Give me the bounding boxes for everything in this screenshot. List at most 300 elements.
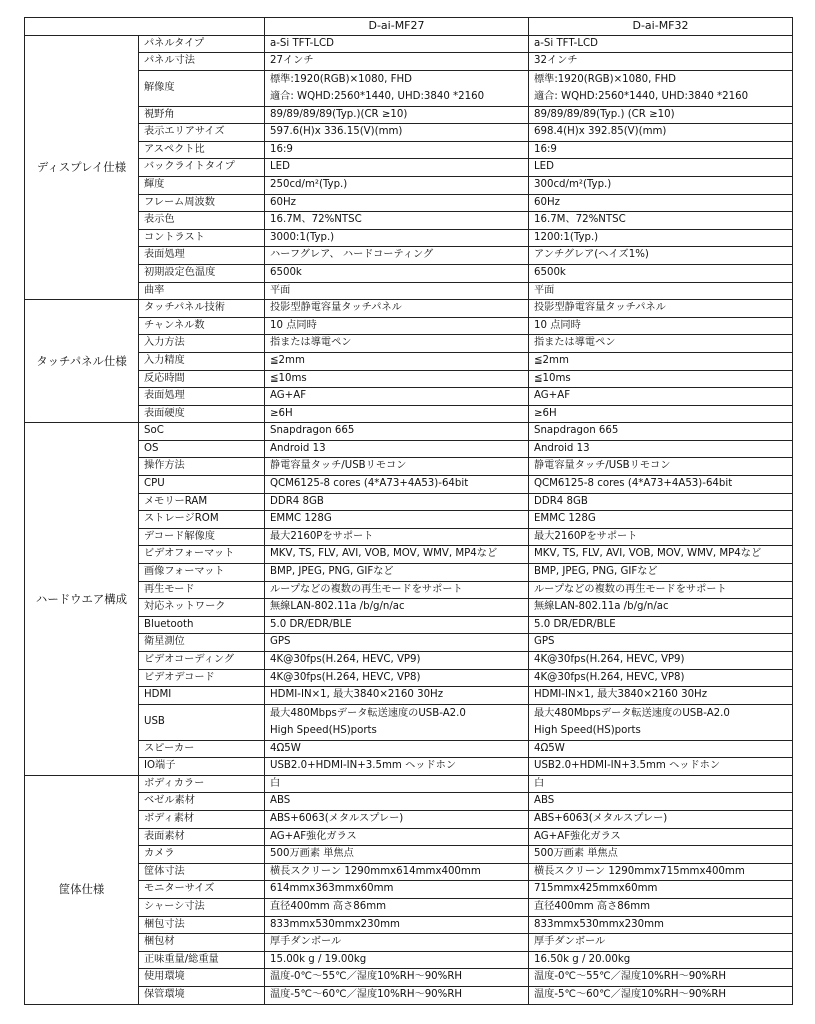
model-b-value — [529, 124, 793, 142]
spec-label: コントラスト — [139, 229, 265, 247]
value-line: 250cd/m²(Typ.) — [270, 178, 348, 190]
spec-label: 表面処理 — [139, 247, 265, 265]
value-line: USB2.0+HDMI-IN+3.5mm ヘッドホン — [534, 760, 721, 772]
spec-row — [25, 405, 793, 423]
spec-label: IO端子 — [139, 758, 265, 776]
value-line: 500万画素 単焦点 — [534, 848, 618, 860]
value-line: ループなどの複数の再生モードをサポート — [534, 583, 727, 595]
value-line: 16.7M、72%NTSC — [534, 214, 626, 226]
spec-label: 操作方法 — [139, 458, 265, 476]
spec-row — [25, 881, 793, 899]
section-category: ハードウエア構成 — [25, 423, 139, 776]
model-b-value — [529, 934, 793, 952]
value-line: Snapdragon 665 — [534, 425, 619, 437]
model-b-value — [529, 300, 793, 318]
model-a-value — [265, 969, 529, 987]
model-a-value — [265, 634, 529, 652]
spec-label: 視野角 — [139, 106, 265, 124]
spec-row — [25, 247, 793, 265]
spec-table-body — [25, 18, 793, 1005]
value-line: 無線LAN-802.11a /b/g/n/ac — [270, 601, 405, 613]
spec-label: SoC — [139, 423, 265, 441]
spec-label: OS — [139, 440, 265, 458]
spec-row — [25, 264, 793, 282]
spec-label: 対応ネットワーク — [139, 599, 265, 617]
model-b-value — [529, 141, 793, 159]
model-a-value — [265, 652, 529, 670]
spec-row — [25, 916, 793, 934]
model-b-value — [529, 846, 793, 864]
spec-row — [25, 476, 793, 494]
value-line: ≥6H — [270, 407, 293, 419]
value-line: 温度-5℃～60℃／湿度10%RH～90%RH — [270, 988, 463, 1000]
value-line: ハーフグレア、 ハードコーティング — [270, 249, 434, 261]
model-a-value — [265, 564, 529, 582]
value-line: GPS — [534, 636, 555, 648]
spec-label: HDMI — [139, 687, 265, 705]
model-a-value — [265, 212, 529, 230]
model-a-value — [265, 247, 529, 265]
model-a-value — [265, 405, 529, 423]
model-b-value — [529, 758, 793, 776]
spec-row — [25, 423, 793, 441]
spec-label: 曲率 — [139, 282, 265, 300]
value-line: 6500k — [534, 266, 566, 278]
spec-row — [25, 194, 793, 212]
value-line: 16:9 — [270, 143, 293, 155]
model-a-value — [265, 53, 529, 71]
model-a-value — [265, 70, 529, 106]
model-b-value — [529, 863, 793, 881]
spec-row — [25, 793, 793, 811]
value-line: 適合: WQHD:2560*1440, UHD:3840 *2160 — [270, 91, 485, 103]
model-a-value — [265, 282, 529, 300]
spec-label: 反応時間 — [139, 370, 265, 388]
value-line: 白 — [270, 777, 281, 789]
value-line: 4K@30fps(H.264, HEVC, VP8) — [270, 671, 421, 683]
value-line: 6500k — [270, 266, 302, 278]
value-line: 833mmx530mmx230mm — [270, 918, 400, 930]
spec-row — [25, 388, 793, 406]
model-a-value — [265, 916, 529, 934]
value-line: 5.0 DR/EDR/BLE — [270, 618, 352, 630]
value-line: AG+AF — [270, 390, 307, 402]
model-b-value — [529, 53, 793, 71]
value-line: 16.7M、72%NTSC — [270, 214, 362, 226]
model-a-value — [265, 775, 529, 793]
value-line: QCM6125-8 cores (4*A73+4A53)-64bit — [534, 478, 733, 490]
spec-label: ボディ素材 — [139, 810, 265, 828]
spec-label: パネルタイプ — [139, 35, 265, 53]
model-b-value — [529, 493, 793, 511]
spec-label: デコード解像度 — [139, 528, 265, 546]
spec-label: Bluetooth — [139, 616, 265, 634]
model-b-value — [529, 916, 793, 934]
model-a-header: D-ai-MF27 — [265, 18, 529, 36]
spec-label: 筐体寸法 — [139, 863, 265, 881]
model-a-value — [265, 528, 529, 546]
spec-label: 表示エリアサイズ — [139, 124, 265, 142]
model-a-value — [265, 599, 529, 617]
model-b-value — [529, 951, 793, 969]
value-line: 4K@30fps(H.264, HEVC, VP9) — [534, 654, 685, 665]
model-a-value — [265, 440, 529, 458]
value-line: EMMC 128G — [534, 513, 596, 525]
model-a-value — [265, 546, 529, 564]
model-b-value — [529, 106, 793, 124]
spec-row — [25, 846, 793, 864]
model-a-value — [265, 669, 529, 687]
value-line: 厚手ダンボール — [270, 936, 342, 948]
model-b-value — [529, 581, 793, 599]
spec-label: ボディカラー — [139, 775, 265, 793]
value-line: 白 — [534, 777, 545, 789]
model-a-value — [265, 758, 529, 776]
spec-label: カメラ — [139, 846, 265, 864]
value-line: 4K@30fps(H.264, HEVC, VP9) — [270, 654, 421, 665]
value-line: MKV, TS, FLV, AVI, VOB, MOV, WMV, MP4など — [534, 548, 762, 560]
model-b-value — [529, 652, 793, 670]
spec-row — [25, 898, 793, 916]
spec-label: 表面素材 — [139, 828, 265, 846]
spec-label: シャーシ寸法 — [139, 898, 265, 916]
model-a-value — [265, 300, 529, 318]
spec-row — [25, 986, 793, 1004]
header-row — [25, 18, 793, 36]
model-a-value — [265, 828, 529, 846]
value-line: DDR4 8GB — [534, 495, 588, 507]
value-line: 16:9 — [534, 143, 557, 155]
model-a-value — [265, 352, 529, 370]
model-b-value — [529, 634, 793, 652]
spec-label: 梱包寸法 — [139, 916, 265, 934]
spec-label: 再生モード — [139, 581, 265, 599]
spec-label: 使用環境 — [139, 969, 265, 987]
value-line: 89/89/89/89(Typ.)(CR ≥10) — [270, 108, 408, 120]
model-b-value — [529, 687, 793, 705]
value-line: High Speed(HS)ports — [534, 725, 641, 737]
spec-label: 輝度 — [139, 176, 265, 194]
model-b-value — [529, 793, 793, 811]
value-line: 4Ω5W — [270, 742, 301, 754]
model-b-value — [529, 352, 793, 370]
spec-row — [25, 828, 793, 846]
model-b-value — [529, 564, 793, 582]
model-a-value — [265, 986, 529, 1004]
spec-label: チャンネル数 — [139, 317, 265, 335]
spec-row — [25, 229, 793, 247]
model-a-value — [265, 229, 529, 247]
value-line: 4Ω5W — [534, 742, 565, 754]
value-line: HDMI-IN×1, 最大3840×2160 30Hz — [270, 689, 444, 701]
spec-label: アスペクト比 — [139, 141, 265, 159]
model-b-value — [529, 247, 793, 265]
value-line: ≥6H — [534, 407, 557, 419]
header-corner — [25, 18, 265, 36]
value-line: 最大2160Pをサポート — [270, 530, 374, 542]
value-line: 89/89/89/89(Typ.) (CR ≥10) — [534, 108, 675, 120]
value-line: 最大2160Pをサポート — [534, 530, 638, 542]
spec-row — [25, 124, 793, 142]
value-line: Android 13 — [534, 442, 590, 454]
value-line: 32インチ — [534, 55, 578, 67]
value-line: 横長スクリーン 1290mmx614mmx400mm — [270, 865, 481, 877]
value-line: ABS — [534, 795, 555, 807]
spec-label: パネル寸法 — [139, 53, 265, 71]
value-line: 15.00k g / 19.00kg — [270, 953, 367, 965]
spec-row — [25, 934, 793, 952]
model-b-value — [529, 229, 793, 247]
model-b-value — [529, 370, 793, 388]
value-line: Android 13 — [270, 442, 326, 454]
model-a-value — [265, 35, 529, 53]
model-b-value — [529, 599, 793, 617]
spec-label: メモリーRAM — [139, 493, 265, 511]
spec-label: 表面処理 — [139, 388, 265, 406]
model-a-value — [265, 881, 529, 899]
model-b-value — [529, 212, 793, 230]
model-b-value — [529, 669, 793, 687]
value-line: 833mmx530mmx230mm — [534, 918, 664, 930]
value-line: USB2.0+HDMI-IN+3.5mm ヘッドホン — [270, 760, 457, 772]
value-line: 60Hz — [534, 196, 560, 208]
value-line: 温度-0℃～55℃／湿度10%RH～90%RH — [534, 971, 727, 983]
value-line: 10 点同時 — [534, 319, 581, 331]
model-a-value — [265, 511, 529, 529]
model-b-value — [529, 70, 793, 106]
spec-label: フレーム周波数 — [139, 194, 265, 212]
spec-row — [25, 951, 793, 969]
spec-row — [25, 212, 793, 230]
value-line: 715mmx425mmx60mm — [534, 883, 658, 895]
model-a-value — [265, 335, 529, 353]
model-b-value — [529, 282, 793, 300]
value-line: LED — [270, 161, 290, 173]
section-category: ディスプレイ仕様 — [25, 35, 139, 300]
value-line: GPS — [270, 636, 291, 648]
value-line: ≦10ms — [270, 372, 307, 384]
spec-row — [25, 176, 793, 194]
section-category: 筐体仕様 — [25, 775, 139, 1004]
spec-label: ストレージROM — [139, 511, 265, 529]
model-a-value — [265, 194, 529, 212]
spec-row — [25, 758, 793, 776]
model-b-value — [529, 616, 793, 634]
value-line: 指または導電ペン — [534, 337, 616, 349]
spec-row — [25, 687, 793, 705]
spec-row — [25, 581, 793, 599]
value-line: 5.0 DR/EDR/BLE — [534, 618, 616, 630]
spec-row — [25, 352, 793, 370]
value-line: 横長スクリーン 1290mmx715mmx400mm — [534, 865, 745, 877]
spec-label: 初期設定色温度 — [139, 264, 265, 282]
model-b-value — [529, 881, 793, 899]
spec-row — [25, 493, 793, 511]
value-line: DDR4 8GB — [270, 495, 324, 507]
value-line: High Speed(HS)ports — [270, 725, 377, 737]
model-a-value — [265, 264, 529, 282]
spec-row — [25, 35, 793, 53]
value-line: a-Si TFT-LCD — [270, 37, 334, 49]
value-line: QCM6125-8 cores (4*A73+4A53)-64bit — [270, 478, 469, 490]
spec-row — [25, 335, 793, 353]
spec-row — [25, 440, 793, 458]
value-line: HDMI-IN×1, 最大3840×2160 30Hz — [534, 689, 708, 701]
spec-label: ビデオフォーマット — [139, 546, 265, 564]
model-b-value — [529, 969, 793, 987]
model-b-value — [529, 423, 793, 441]
model-b-value — [529, 986, 793, 1004]
spec-row — [25, 317, 793, 335]
model-b-value — [529, 546, 793, 564]
value-line: BMP, JPEG, PNG, GIFなど — [270, 566, 394, 578]
spec-row — [25, 159, 793, 177]
value-line: 静電容量タッチ/USBリモコン — [270, 460, 407, 472]
model-b-value — [529, 388, 793, 406]
model-a-value — [265, 458, 529, 476]
model-a-value — [265, 793, 529, 811]
model-a-value — [265, 159, 529, 177]
spec-row — [25, 282, 793, 300]
spec-row — [25, 511, 793, 529]
model-a-value — [265, 106, 529, 124]
spec-row — [25, 669, 793, 687]
value-line: 平面 — [534, 284, 555, 296]
spec-label: 衛星測位 — [139, 634, 265, 652]
spec-label: ビデオコーディング — [139, 652, 265, 670]
value-line: Snapdragon 665 — [270, 425, 355, 437]
model-b-value — [529, 898, 793, 916]
value-line: 静電容量タッチ/USBリモコン — [534, 460, 671, 472]
spec-row — [25, 634, 793, 652]
value-line: 厚手ダンボール — [534, 936, 606, 948]
spec-label: ベゼル素材 — [139, 793, 265, 811]
spec-table — [24, 17, 793, 1005]
model-a-value — [265, 934, 529, 952]
model-b-value — [529, 405, 793, 423]
spec-label: 画像フォーマット — [139, 564, 265, 582]
value-line: 標準:1920(RGB)×1080, FHD — [270, 73, 412, 85]
spec-row — [25, 546, 793, 564]
value-line: 無線LAN-802.11a /b/g/n/ac — [534, 601, 669, 613]
spec-row — [25, 564, 793, 582]
spec-row — [25, 599, 793, 617]
model-a-value — [265, 141, 529, 159]
value-line: 適合: WQHD:2560*1440, UHD:3840 *2160 — [534, 91, 749, 103]
spec-row — [25, 704, 793, 740]
value-line: LED — [534, 161, 554, 173]
model-b-value — [529, 775, 793, 793]
model-a-value — [265, 581, 529, 599]
spec-row — [25, 775, 793, 793]
value-line: 直径400mm 高さ86mm — [534, 900, 651, 912]
spec-row — [25, 70, 793, 106]
value-line: EMMC 128G — [270, 513, 332, 525]
spec-label: 保管環境 — [139, 986, 265, 1004]
value-line: 1200:1(Typ.) — [534, 231, 599, 243]
value-line: 温度-0℃～55℃／湿度10%RH～90%RH — [270, 971, 463, 983]
value-line: 投影型静電容量タッチパネル — [270, 302, 402, 314]
model-a-value — [265, 317, 529, 335]
model-a-value — [265, 423, 529, 441]
spec-row — [25, 528, 793, 546]
model-b-value — [529, 704, 793, 740]
value-line: 597.6(H)x 336.15(V)(mm) — [270, 126, 403, 138]
model-a-value — [265, 740, 529, 758]
spec-label: タッチパネル技術 — [139, 300, 265, 318]
model-a-value — [265, 370, 529, 388]
value-line: ABS+6063(メタルスプレー) — [270, 812, 404, 824]
model-b-value — [529, 810, 793, 828]
value-line: 指または導電ペン — [270, 337, 352, 349]
spec-label: 入力方法 — [139, 335, 265, 353]
value-line: MKV, TS, FLV, AVI, VOB, MOV, WMV, MP4など — [270, 548, 498, 560]
spec-label: 正味重量/総重量 — [139, 951, 265, 969]
value-line: BMP, JPEG, PNG, GIFなど — [534, 566, 658, 578]
model-a-value — [265, 810, 529, 828]
model-a-value — [265, 846, 529, 864]
value-line: 300cd/m²(Typ.) — [534, 178, 612, 190]
model-b-value — [529, 476, 793, 494]
model-a-value — [265, 704, 529, 740]
value-line: ABS — [270, 795, 291, 807]
model-a-value — [265, 493, 529, 511]
model-a-value — [265, 863, 529, 881]
value-line: ≦2mm — [270, 354, 305, 366]
value-line: 60Hz — [270, 196, 296, 208]
spec-row — [25, 53, 793, 71]
value-line: 500万画素 単焦点 — [270, 848, 354, 860]
value-line: 最大480Mbpsデータ転送速度のUSB-A2.0 — [270, 707, 466, 719]
model-b-value — [529, 35, 793, 53]
spec-label: 梱包材 — [139, 934, 265, 952]
spec-label: 解像度 — [139, 70, 265, 106]
model-a-value — [265, 616, 529, 634]
model-b-value — [529, 176, 793, 194]
spec-row — [25, 300, 793, 318]
spec-label: 入力精度 — [139, 352, 265, 370]
value-line: 4K@30fps(H.264, HEVC, VP8) — [534, 671, 685, 683]
value-line: 27インチ — [270, 55, 314, 67]
value-line: 3000:1(Typ.) — [270, 231, 335, 243]
model-a-value — [265, 687, 529, 705]
spec-label: USB — [139, 704, 265, 740]
model-a-value — [265, 124, 529, 142]
model-b-value — [529, 528, 793, 546]
spec-label: バックライトタイプ — [139, 159, 265, 177]
value-line: 直径400mm 高さ86mm — [270, 900, 387, 912]
value-line: ループなどの複数の再生モードをサポート — [270, 583, 463, 595]
value-line: 16.50k g / 20.00kg — [534, 953, 631, 965]
spec-label: スピーカー — [139, 740, 265, 758]
model-a-value — [265, 176, 529, 194]
spec-row — [25, 458, 793, 476]
model-b-value — [529, 828, 793, 846]
spec-row — [25, 969, 793, 987]
spec-row — [25, 652, 793, 670]
spec-row — [25, 616, 793, 634]
value-line: AG+AF強化ガラス — [534, 830, 621, 842]
model-b-value — [529, 440, 793, 458]
value-line: 10 点同時 — [270, 319, 317, 331]
value-line: 投影型静電容量タッチパネル — [534, 302, 666, 314]
model-b-value — [529, 194, 793, 212]
value-line: アンチグレア(ヘイズ1%) — [534, 249, 649, 261]
model-a-value — [265, 476, 529, 494]
model-b-value — [529, 740, 793, 758]
spec-label: 表面硬度 — [139, 405, 265, 423]
model-b-value — [529, 511, 793, 529]
